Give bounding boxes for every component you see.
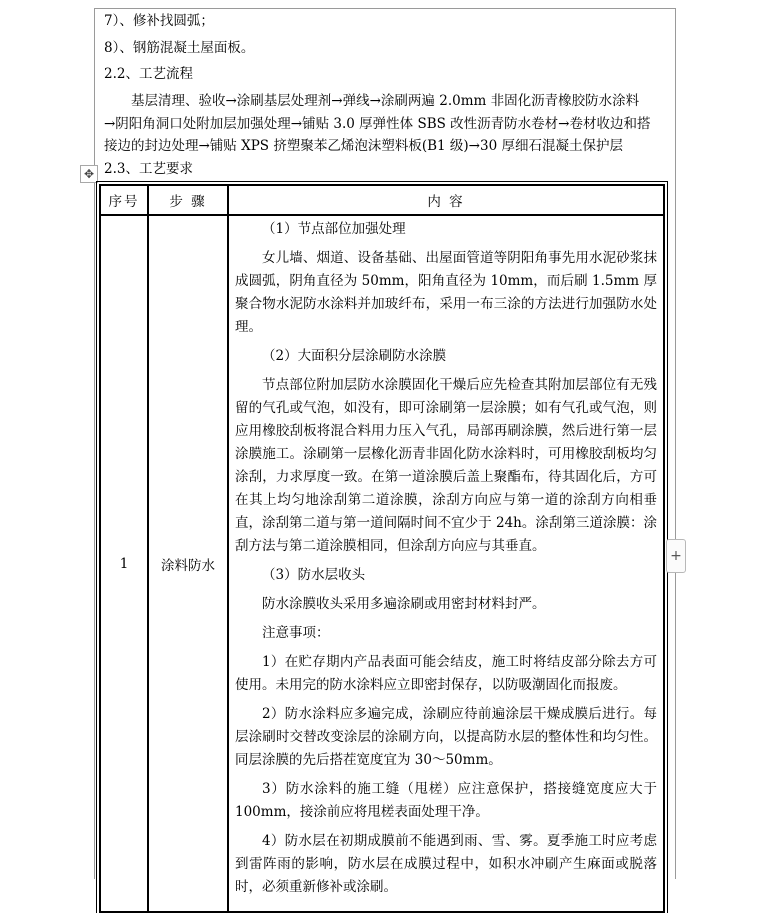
table-header-row: [100, 185, 664, 215]
process-line-2: →阴阳角洞口处附加层加强处理→铺贴 3.0 厚弹性体 SBS 改性沥青防水卷材→卷材收边和搭: [104, 116, 651, 132]
header-content: 内 容: [228, 185, 664, 215]
content-para-7: 注意事项：: [262, 625, 330, 641]
requirements-table: [99, 184, 665, 913]
content-para-11: 4）防水层在初期成膜前不能遇到雨、雪、雾。夏季施工时应考虑到雷阵雨的影响，防水层在成膜过程中，如积水冲刷产生麻面或脱落时，必须重新修补或涂刷。: [235, 833, 657, 895]
header-no: 序号: [100, 185, 148, 215]
process-line-1: 基层清理、验收→涂刷基层处理剂→弹线→涂刷两遍 2.0mm 非固化沥青橡胶防水涂料: [131, 93, 640, 109]
table-row: [100, 215, 664, 912]
content-para-4: 节点部位附加层防水涂膜固化干燥后应先检查其附加层部位有无残留的气孔或气泡，如没有，即可涂刷第一层涂膜；如有气孔或气泡，则应用橡胶刮板将混合料用力压入气孔，局部再刷涂膜，然后进行第一层涂膜施工。涂刷第一层橡化沥青非固化防水涂料时，可用橡胶刮板均匀涂刮，力求厚度一致。在第一道涂膜后盖上聚酯布，待其固化后，方可在其上均匀地涂刮第二道涂膜，涂刮方向应与第一道的涂刮方向相垂直，涂刮第二道与第一道间隔时间不宜少于 24h。涂刮第三道涂膜：涂刮方法与第二道涂膜相同，但涂刮方向应与其垂直。: [235, 377, 657, 554]
content-para-3: （2）大面积分层涂刷防水涂膜: [262, 348, 447, 364]
row-step: 涂料防水: [148, 215, 228, 912]
content-para-9: 2）防水涂料应多遍完成，涂刷应待前遍涂层干燥成膜后进行。每层涂刷时交替改变涂层的涂刷方向，以提高防水层的整体性和均匀性。同层涂膜的先后搭茬宽度宜为 30～50mm。: [235, 706, 657, 768]
move-icon[interactable]: ✥: [80, 165, 98, 183]
doc-line-2: 8）、钢筋混凝土屋面板。: [104, 40, 255, 56]
content-para-1: （1）节点部位加强处理: [262, 221, 406, 237]
header-step: 步 骤: [148, 185, 228, 215]
row-content: [228, 215, 664, 912]
section-heading-process: 2.2、工艺流程: [104, 66, 193, 82]
content-para-10: 3）防水涂料的施工缝（甩槎）应注意保护，搭接缝宽度应大于 100mm，接涂前应将甩槎表面处理干净。: [235, 781, 657, 820]
content-para-8: 1）在贮存期内产品表面可能会结皮，施工时将结皮部分除去方可使用。未用完的防水涂料应立即密封保存，以防吸潮固化而报废。: [235, 654, 657, 693]
doc-line-1: 7）、修补找圆弧；: [104, 13, 214, 29]
section-heading-requirements: 2.3、工艺要求: [104, 161, 193, 177]
content-para-6: 防水涂膜收头采用多遍涂刷或用密封材料封严。: [262, 596, 546, 612]
process-line-3: 接边的封边处理→铺贴 XPS 挤塑聚苯乙烯泡沫塑料板(B1 级)→30 厚细石混凝土保护层: [104, 138, 623, 154]
content-para-5: （3）防水层收头: [262, 567, 366, 583]
plus-icon[interactable]: +: [666, 539, 686, 573]
row-no: 1: [100, 215, 148, 912]
content-para-2: 女儿墙、烟道、设备基础、出屋面管道等阴阳角事先用水泥砂浆抹成圆弧，阴角直径为 50mm，阳角直径为 10mm，而后刷 1.5mm 厚聚合物水泥防水涂料并加玻纤布，采用一布三涂的方法进行加强防水处理。: [235, 250, 657, 335]
